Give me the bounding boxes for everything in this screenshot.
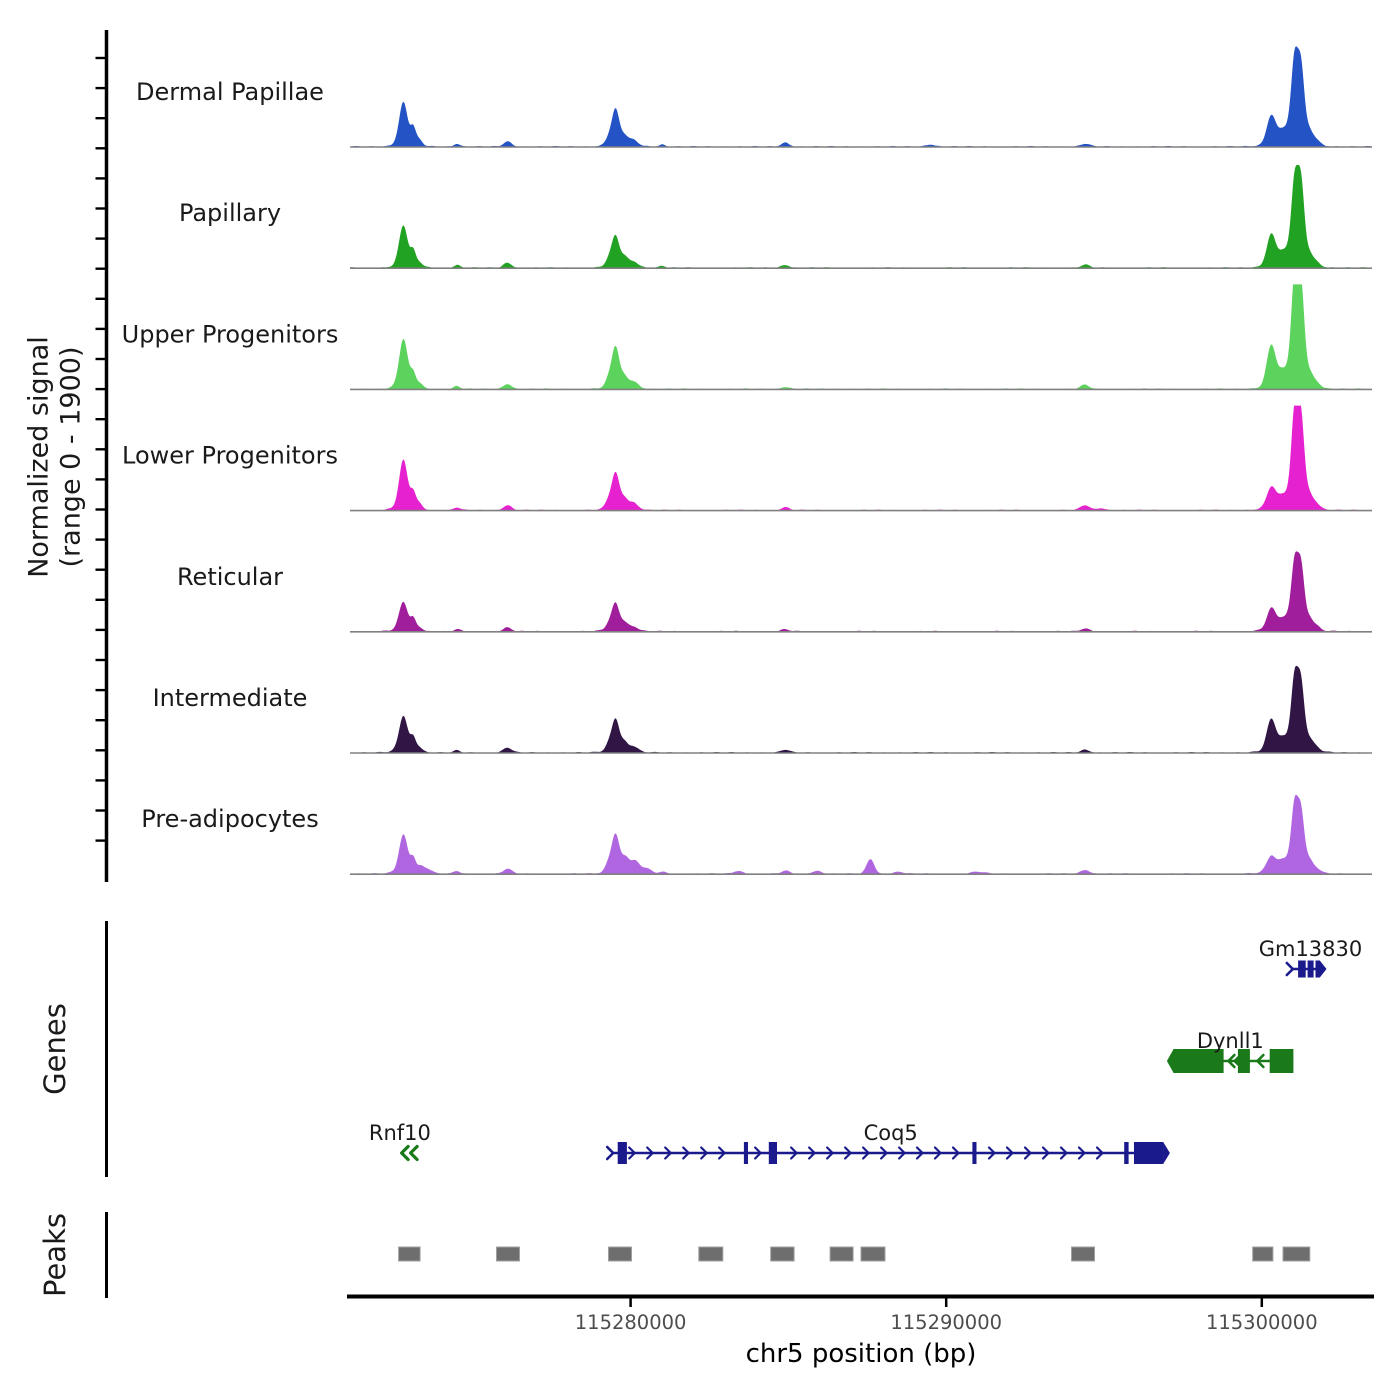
signal-track-upper-progenitors — [122, 284, 1372, 389]
gene-rnf10 — [369, 1121, 431, 1160]
gene-exon — [1270, 1049, 1294, 1073]
peak-region — [1283, 1247, 1310, 1261]
track-label: Upper Progenitors — [121, 320, 339, 349]
gene-exon — [1124, 1142, 1128, 1164]
peaks-track — [399, 1247, 1310, 1261]
gene-label: Dynll1 — [1196, 1029, 1264, 1053]
gene-dynll1 — [1167, 1029, 1294, 1073]
gene-label: Rnf10 — [368, 1121, 431, 1145]
gene-exon — [769, 1142, 777, 1164]
gene-end-arrow-icon — [1163, 1142, 1170, 1164]
y-axis-label-line1: Normalized signal — [23, 336, 55, 578]
strand-arrow-icon — [1287, 963, 1293, 975]
signal-area — [350, 165, 1372, 268]
track-label: Pre-adipocytes — [141, 805, 319, 834]
strand-arrow-icon — [607, 1147, 613, 1159]
gene-exon — [618, 1142, 627, 1164]
gene-label: Gm13830 — [1258, 937, 1363, 961]
signal-area — [350, 46, 1372, 147]
signal-track-papillary — [179, 165, 1372, 268]
signal-y-axis — [96, 30, 107, 882]
signal-area — [350, 284, 1372, 389]
strand-arrow-icon — [402, 1147, 409, 1160]
gene-exon — [1308, 961, 1314, 978]
signal-area — [350, 666, 1372, 753]
gene-gm13830 — [1259, 937, 1363, 978]
signal-track-reticular — [177, 551, 1372, 631]
track-label: Intermediate — [152, 684, 308, 712]
gene-exon — [1316, 961, 1321, 978]
gene-end-arrow-icon — [1167, 1049, 1174, 1073]
gene-coq5 — [607, 1121, 1170, 1164]
genes-section-label: Genes — [38, 1003, 72, 1095]
genes-track — [369, 937, 1362, 1164]
gene-exon — [1298, 961, 1306, 978]
gene-exon — [1134, 1142, 1163, 1164]
track-label: Reticular — [176, 562, 284, 591]
signal-track-dermal-papillae — [136, 46, 1372, 147]
peak-region — [861, 1247, 885, 1261]
x-axis-tick-label: 115300000 — [1205, 1311, 1318, 1334]
strand-arrow-icon — [411, 1147, 418, 1160]
x-axis-title: chr5 position (bp) — [745, 1339, 977, 1369]
peak-region — [399, 1247, 421, 1261]
peak-region — [699, 1247, 723, 1261]
peak-region — [830, 1247, 853, 1261]
signal-area — [350, 551, 1372, 631]
track-label: Papillary — [178, 199, 282, 228]
peak-region — [771, 1247, 794, 1261]
peak-region — [609, 1247, 632, 1261]
gene-exon — [744, 1142, 748, 1164]
signal-area — [350, 406, 1372, 511]
gene-exon — [972, 1142, 976, 1164]
peaks-section-label: Peaks — [38, 1213, 72, 1297]
gene-end-arrow-icon — [1320, 961, 1327, 978]
x-axis-tick-label: 115280000 — [574, 1311, 687, 1334]
y-axis-label-line2: (range 0 - 1900) — [55, 346, 87, 568]
signal-area — [350, 795, 1372, 875]
peak-region — [1072, 1247, 1095, 1261]
peak-region — [1253, 1247, 1273, 1261]
peak-region — [497, 1247, 520, 1261]
signal-track-lower-progenitors — [122, 406, 1372, 511]
signal-track-intermediate — [153, 666, 1372, 753]
signal-tracks — [122, 46, 1372, 874]
signal-track-pre-adipocytes — [141, 795, 1372, 875]
x-axis — [347, 1297, 1374, 1335]
track-label: Lower Progenitors — [122, 441, 338, 470]
track-label: Dermal Papillae — [136, 78, 324, 106]
x-axis-tick-label: 115290000 — [890, 1311, 1003, 1334]
gene-label: Coq5 — [863, 1121, 918, 1145]
